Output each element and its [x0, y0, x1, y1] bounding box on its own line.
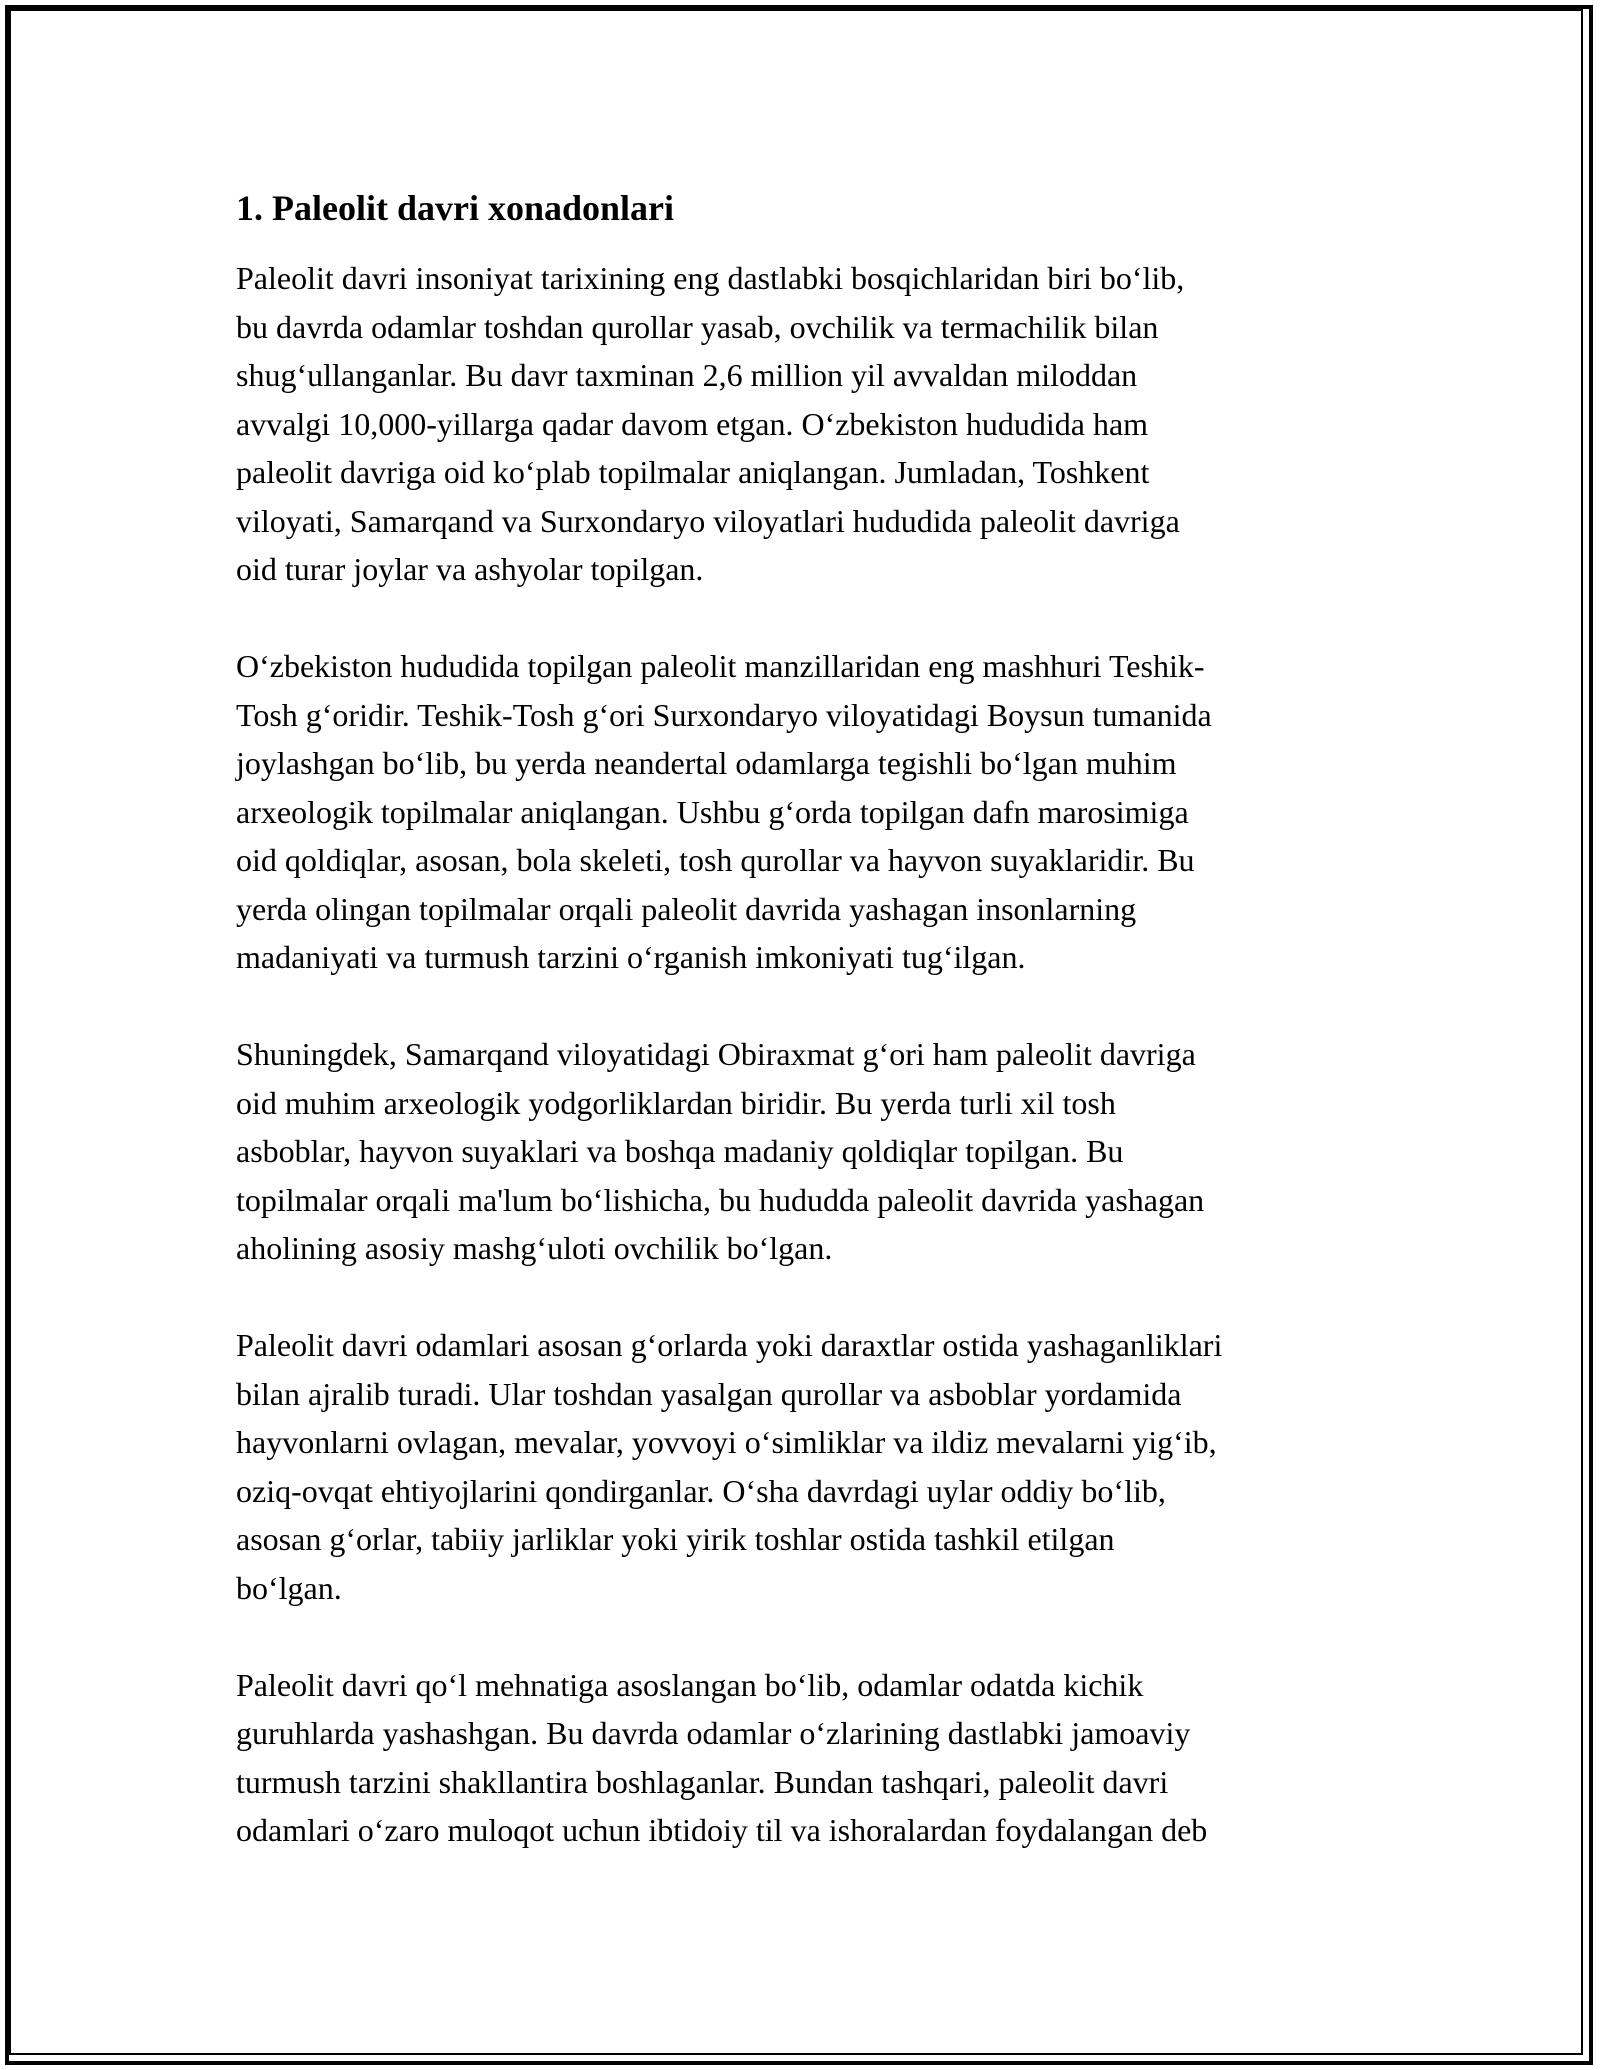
- paragraph-1: Paleolit davri insoniyat tarixining eng dastlabki bosqichlaridan biri bo‘lib, bu davrda odamlar toshdan qurollar yasab, ovchilik va termachilik bilan shug‘ullanganlar. Bu davr taxminan 2,6 million yil avvaldan miloddan avvalgi 10,000-yillarga qadar davom etgan. O‘zbekiston hududida ham paleolit davriga oid ko‘plab topilmalar aniqlangan. Jumladan, Toshkent viloyati, Samarqand va Surxondaryo viloyatlari hududida paleolit davriga oid turar joylar va ashyolar topilgan.: [236, 260, 1185, 587]
- paragraph-2: O‘zbekiston hududida topilgan paleolit manzillaridan eng mashhuri Teshik- Tosh g‘oridir. Teshik-Tosh g‘ori Surxondaryo viloyatidagi Boysun tumanida joylashgan bo‘lib, bu yerda neandertal odamlarga tegishli bo‘lgan muhim arxeologik topilmalar aniqlangan. Ushbu g‘orda topilgan dafn marosimiga oid qoldiqlar, asosan, bola skeleti, tosh qurollar va hayvon suyaklaridir. Bu yerda olingan topilmalar orqali paleolit davrida yashagan insonlarning madaniyati va turmush tarzini o‘rganish imkoniyati tug‘ilgan.: [236, 648, 1212, 975]
- document-body: [236, 184, 1376, 1903]
- paragraph-5: Paleolit davri qo‘l mehnatiga asoslangan bo‘lib, odamlar odatda kichik guruhlarda yashashgan. Bu davrda odamlar o‘zlarining dastlabki jamoaviy turmush tarzini shakllantira boshlaganlar. Bundan tashqari, paleolit davri odamlari o‘zaro muloqot uchun ibtidoiy til va ishoralardan foydalangan deb: [236, 1666, 1208, 1848]
- section-heading: 1. Paleolit davri xonadonlari: [236, 188, 675, 228]
- paragraph-4: Paleolit davri odamlari asosan g‘orlarda yoki daraxtlar ostida yashaganliklari bilan ajralib turadi. Ular toshdan yasalgan qurollar va asboblar yordamida hayvonlarni ovlagan, mevalar, yovvoyi o‘simliklar va ildiz mevalarni yig‘ib, oziq-ovqat ehtiyojlarini qondirganlar. O‘sha davrdagi uylar oddiy bo‘lib, asosan g‘orlar, tabiiy jarliklar yoki yirik toshlar ostida tashkil etilgan bo‘lgan.: [236, 1327, 1223, 1606]
- paragraph-3: Shuningdek, Samarqand viloyatidagi Obiraxmat g‘ori ham paleolit davriga oid muhim arxeologik yodgorliklardan biridir. Bu yerda turli xil tosh asboblar, hayvon suyaklari va boshqa madaniy qoldiqlar topilgan. Bu topilmalar orqali ma'lum bo‘lishicha, bu hududda paleolit davrida yashagan aholining asosiy mashg‘uloti ovchilik bo‘lgan.: [236, 1036, 1205, 1266]
